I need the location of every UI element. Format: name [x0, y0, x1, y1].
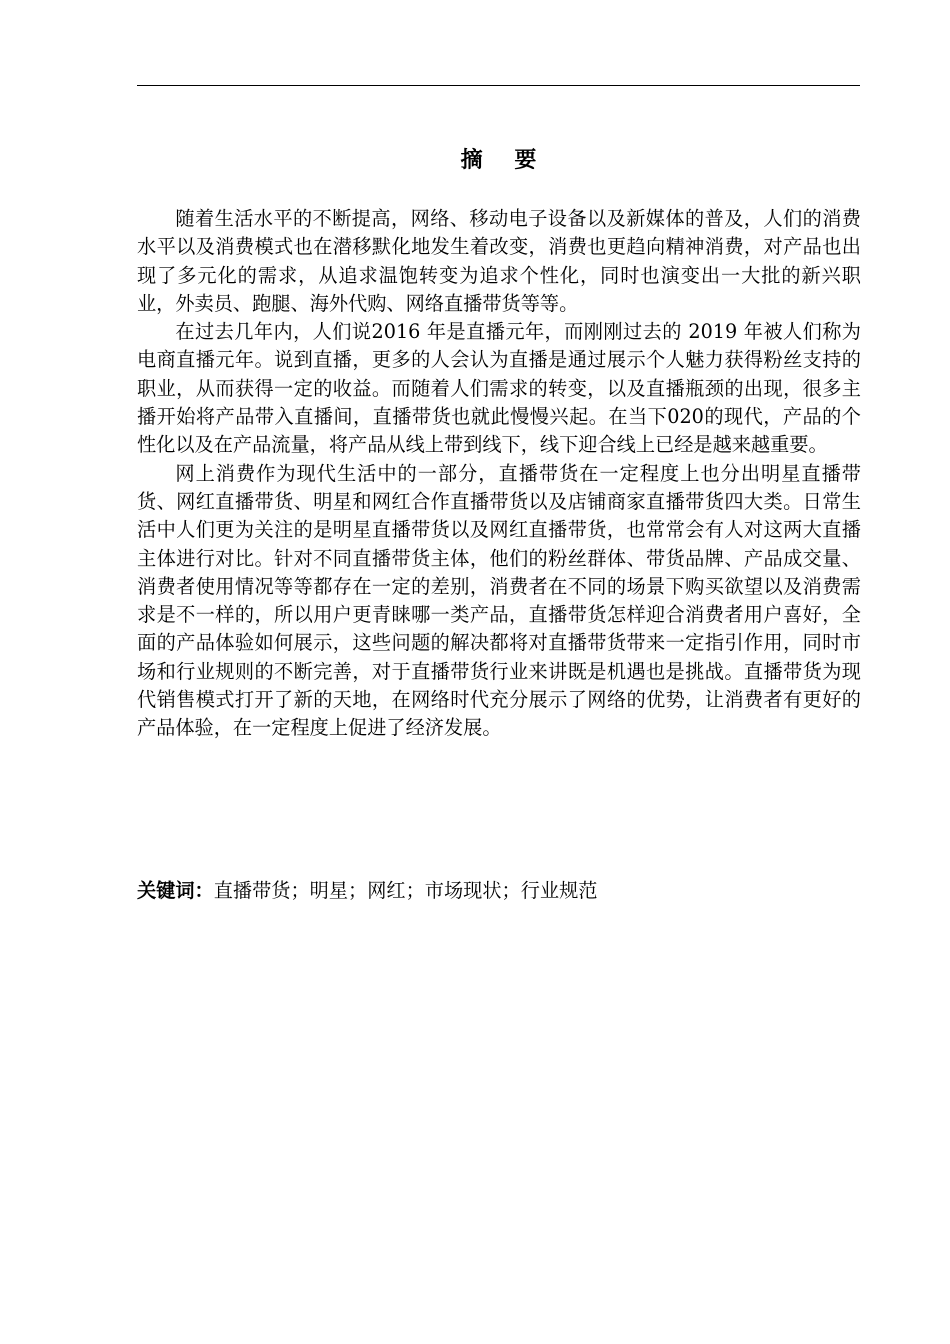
abstract-paragraph-3: 网上消费作为现代生活中的一部分，直播带货在一定程度上也分出明星直播带货、网红直播带货、明星和网红合作直播带货以及店铺商家直播带货四大类。日常生活中人们更为关注的是明星直播带货以及网红直播带货，也常常会有人对这两大直播主体进行对比。针对不同直播带货主体，他们的粉丝群体、带货品牌、产品成交量、消费者使用情况等等都存在一定的差别，消费者在不同的场景下购买欲望以及消费需求是不一样的，所以用户更青睐哪一类产品，直播带货怎样迎合消费者用户喜好，全面的产品体验如何展示，这些问题的解决都将对直播带货带来一定指引作用，同时市场和行业规则的不断完善，对于直播带货行业来讲既是机遇也是挑战。直播带货为现代销售模式打开了新的天地，在网络时代充分展示了网络的优势，让消费者有更好的产品体验，在一定程度上促进了经济发展。 [137, 461, 861, 740]
keywords-line [137, 877, 861, 905]
keywords-text: 直播带货；明星；网红；市场现状；行业规范 [213, 879, 598, 902]
abstract-paragraph-1: 随着生活水平的不断提高，网络、移动电子设备以及新媒体的普及，人们的消费水平以及消费模式也在潜移默化地发生着改变，消费也更趋向精神消费，对产品也出现了多元化的需求，从追求温饱转变为追求个性化，同时也演变出一大批的新兴职业，外卖员、跑腿、海外代购、网络直播带货等等。 [137, 207, 861, 315]
abstract-paragraph-2: 在过去几年内，人们说2016 年是直播元年，而刚刚过去的 2019 年被人们称为电商直播元年。说到直播，更多的人会认为直播是通过展示个人魅力获得粉丝支持的职业，从而获得一定的收益。而随着人们需求的转变，以及直播瓶颈的出现，很多主播开始将产品带入直播间，直播带货也就此慢慢兴起。在当下020的现代，产品的个性化以及在产品流量，将产品从线上带到线下，线下迎合线上已经是越来越重要。 [137, 320, 861, 457]
abstract-body [137, 205, 861, 743]
page-title: 摘 要 [460, 148, 549, 173]
keywords-label: 关键词： [137, 879, 214, 902]
header-rule [137, 85, 860, 86]
